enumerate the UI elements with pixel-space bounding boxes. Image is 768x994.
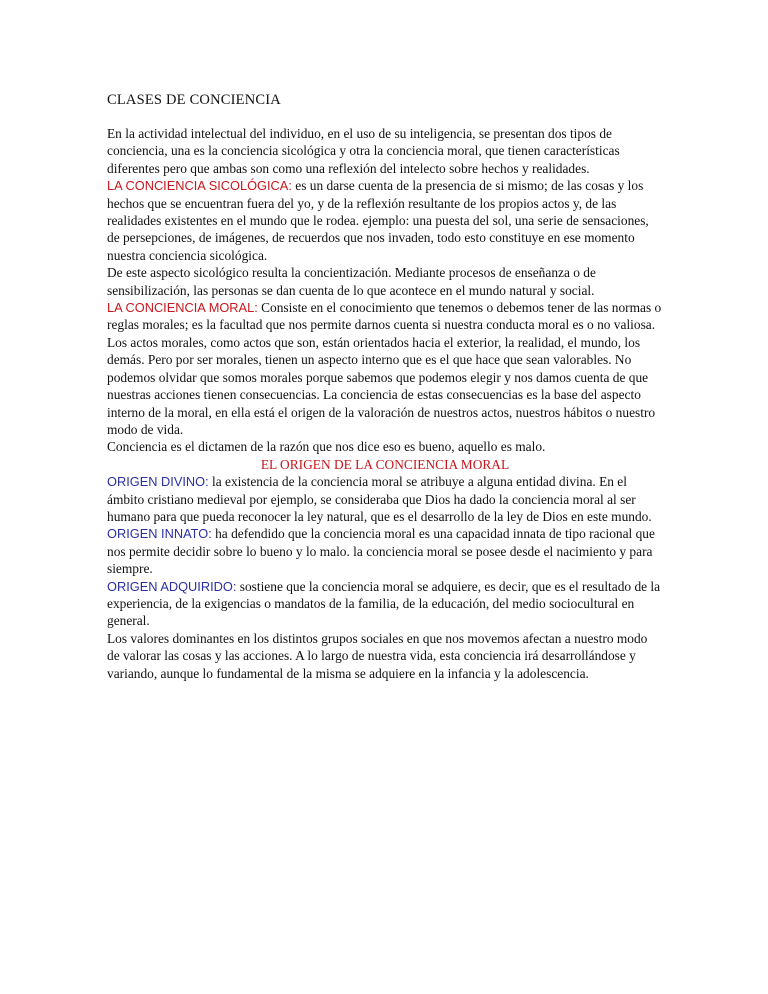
valores-paragraph: Los valores dominantes en los distintos grupos sociales en que nos movemos afectan a nuestro modo de valorar las cosas y las acciones. A lo largo de nuestra vida, esta conciencia irá desarrollándose y variando, aunque lo fundamental de la misma se adquiere en la infancia y la adolescencia.	[107, 630, 648, 681]
moral-text: Consiste en el conocimiento que tenemos o debemos tener de las normas o reglas morales; es la facultad que nos permite darnos cuenta si nuestra conducta moral es o no valiosa.	[107, 300, 662, 333]
divino-paragraph	[107, 473, 663, 525]
document-title: CLASES DE CONCIENCIA	[107, 92, 281, 108]
sicologica-label: LA CONCIENCIA SICOLÓGICA:	[107, 178, 292, 194]
dictamen-paragraph: Conciencia es el dictamen de la razón que nos dice eso es bueno, aquello es malo.	[107, 439, 546, 455]
moral-label: LA CONCIENCIA MORAL:	[107, 300, 258, 316]
innato-label: ORIGEN INNATO:	[107, 526, 212, 542]
concientizacion-paragraph: De este aspecto sicológico resulta la concientización. Mediante procesos de enseñanza o de sensibilización, las personas se dan cuenta de lo que acontece en el mundo natural y social.	[107, 265, 596, 298]
sicologica-paragraph	[107, 177, 663, 264]
innato-paragraph	[107, 525, 663, 577]
innato-text: ha defendido que la conciencia moral es una capacidad innata de tipo racional que nos permite decidir sobre lo bueno y lo malo. la conciencia moral se posee desde el nacimiento y para siempre.	[107, 526, 655, 577]
document-page	[107, 91, 663, 682]
adquirido-text: sostiene que la conciencia moral se adquiere, es decir, que es el resultado de la experiencia, de la exigencias o mandatos de la familia, de la educación, del medio sociocultural en general.	[107, 578, 661, 629]
adquirido-paragraph	[107, 578, 663, 630]
adquirido-label: ORIGEN ADQUIRIDO:	[107, 578, 237, 594]
origen-heading: EL ORIGEN DE LA CONCIENCIA MORAL	[260, 456, 510, 472]
intro-paragraph: En la actividad intelectual del individuo, en el uso de su inteligencia, se presentan dos tipos de conciencia, una es la conciencia sicológica y otra la conciencia moral, que tienen características diferentes pero que ambas son como una reflexión del intelecto sobre hechos y realidades.	[107, 126, 620, 176]
divino-label: ORIGEN DIVINO:	[107, 474, 209, 490]
sicologica-text: es un darse cuenta de la presencia de si mismo; de las cosas y los hechos que se encuentran fuera del yo, y de la reflexión resultante de los propios actos y, de las realidades existentes en el mundo que le rodea. ejemplo: una puesta del sol, una serie de sensaciones, de persepciones, de imágenes, de recuerdos que nos invaden, todo esto constituye en ese momento nuestra conciencia sicológica.	[107, 178, 649, 263]
actos-morales-paragraph: Los actos morales, como actos que son, están orientados hacia el exterior, la realidad, el mundo, los demás. Pero por ser morales, tienen un aspecto interno que es el que hace que sean valorables. No podemos olvidar que somos morales porque sabemos que podemos elegir y nos damos cuenta de que nuestras acciones tienen consecuencias. La conciencia de estas consecuencias es la base del aspecto interno de la moral, en ella está el origen de la valoración de nuestros actos, nuestros hábitos o nuestro modo de vida.	[107, 334, 656, 437]
moral-paragraph	[107, 299, 663, 334]
divino-text: la existencia de la conciencia moral se atribuye a alguna entidad divina. En el ámbito cristiano medieval por ejemplo, se consideraba que Dios ha dado la conciencia moral al ser humano para que pueda reconocer la ley natural, que es el desarrollo de la ley de Dios en este mundo.	[107, 474, 652, 524]
